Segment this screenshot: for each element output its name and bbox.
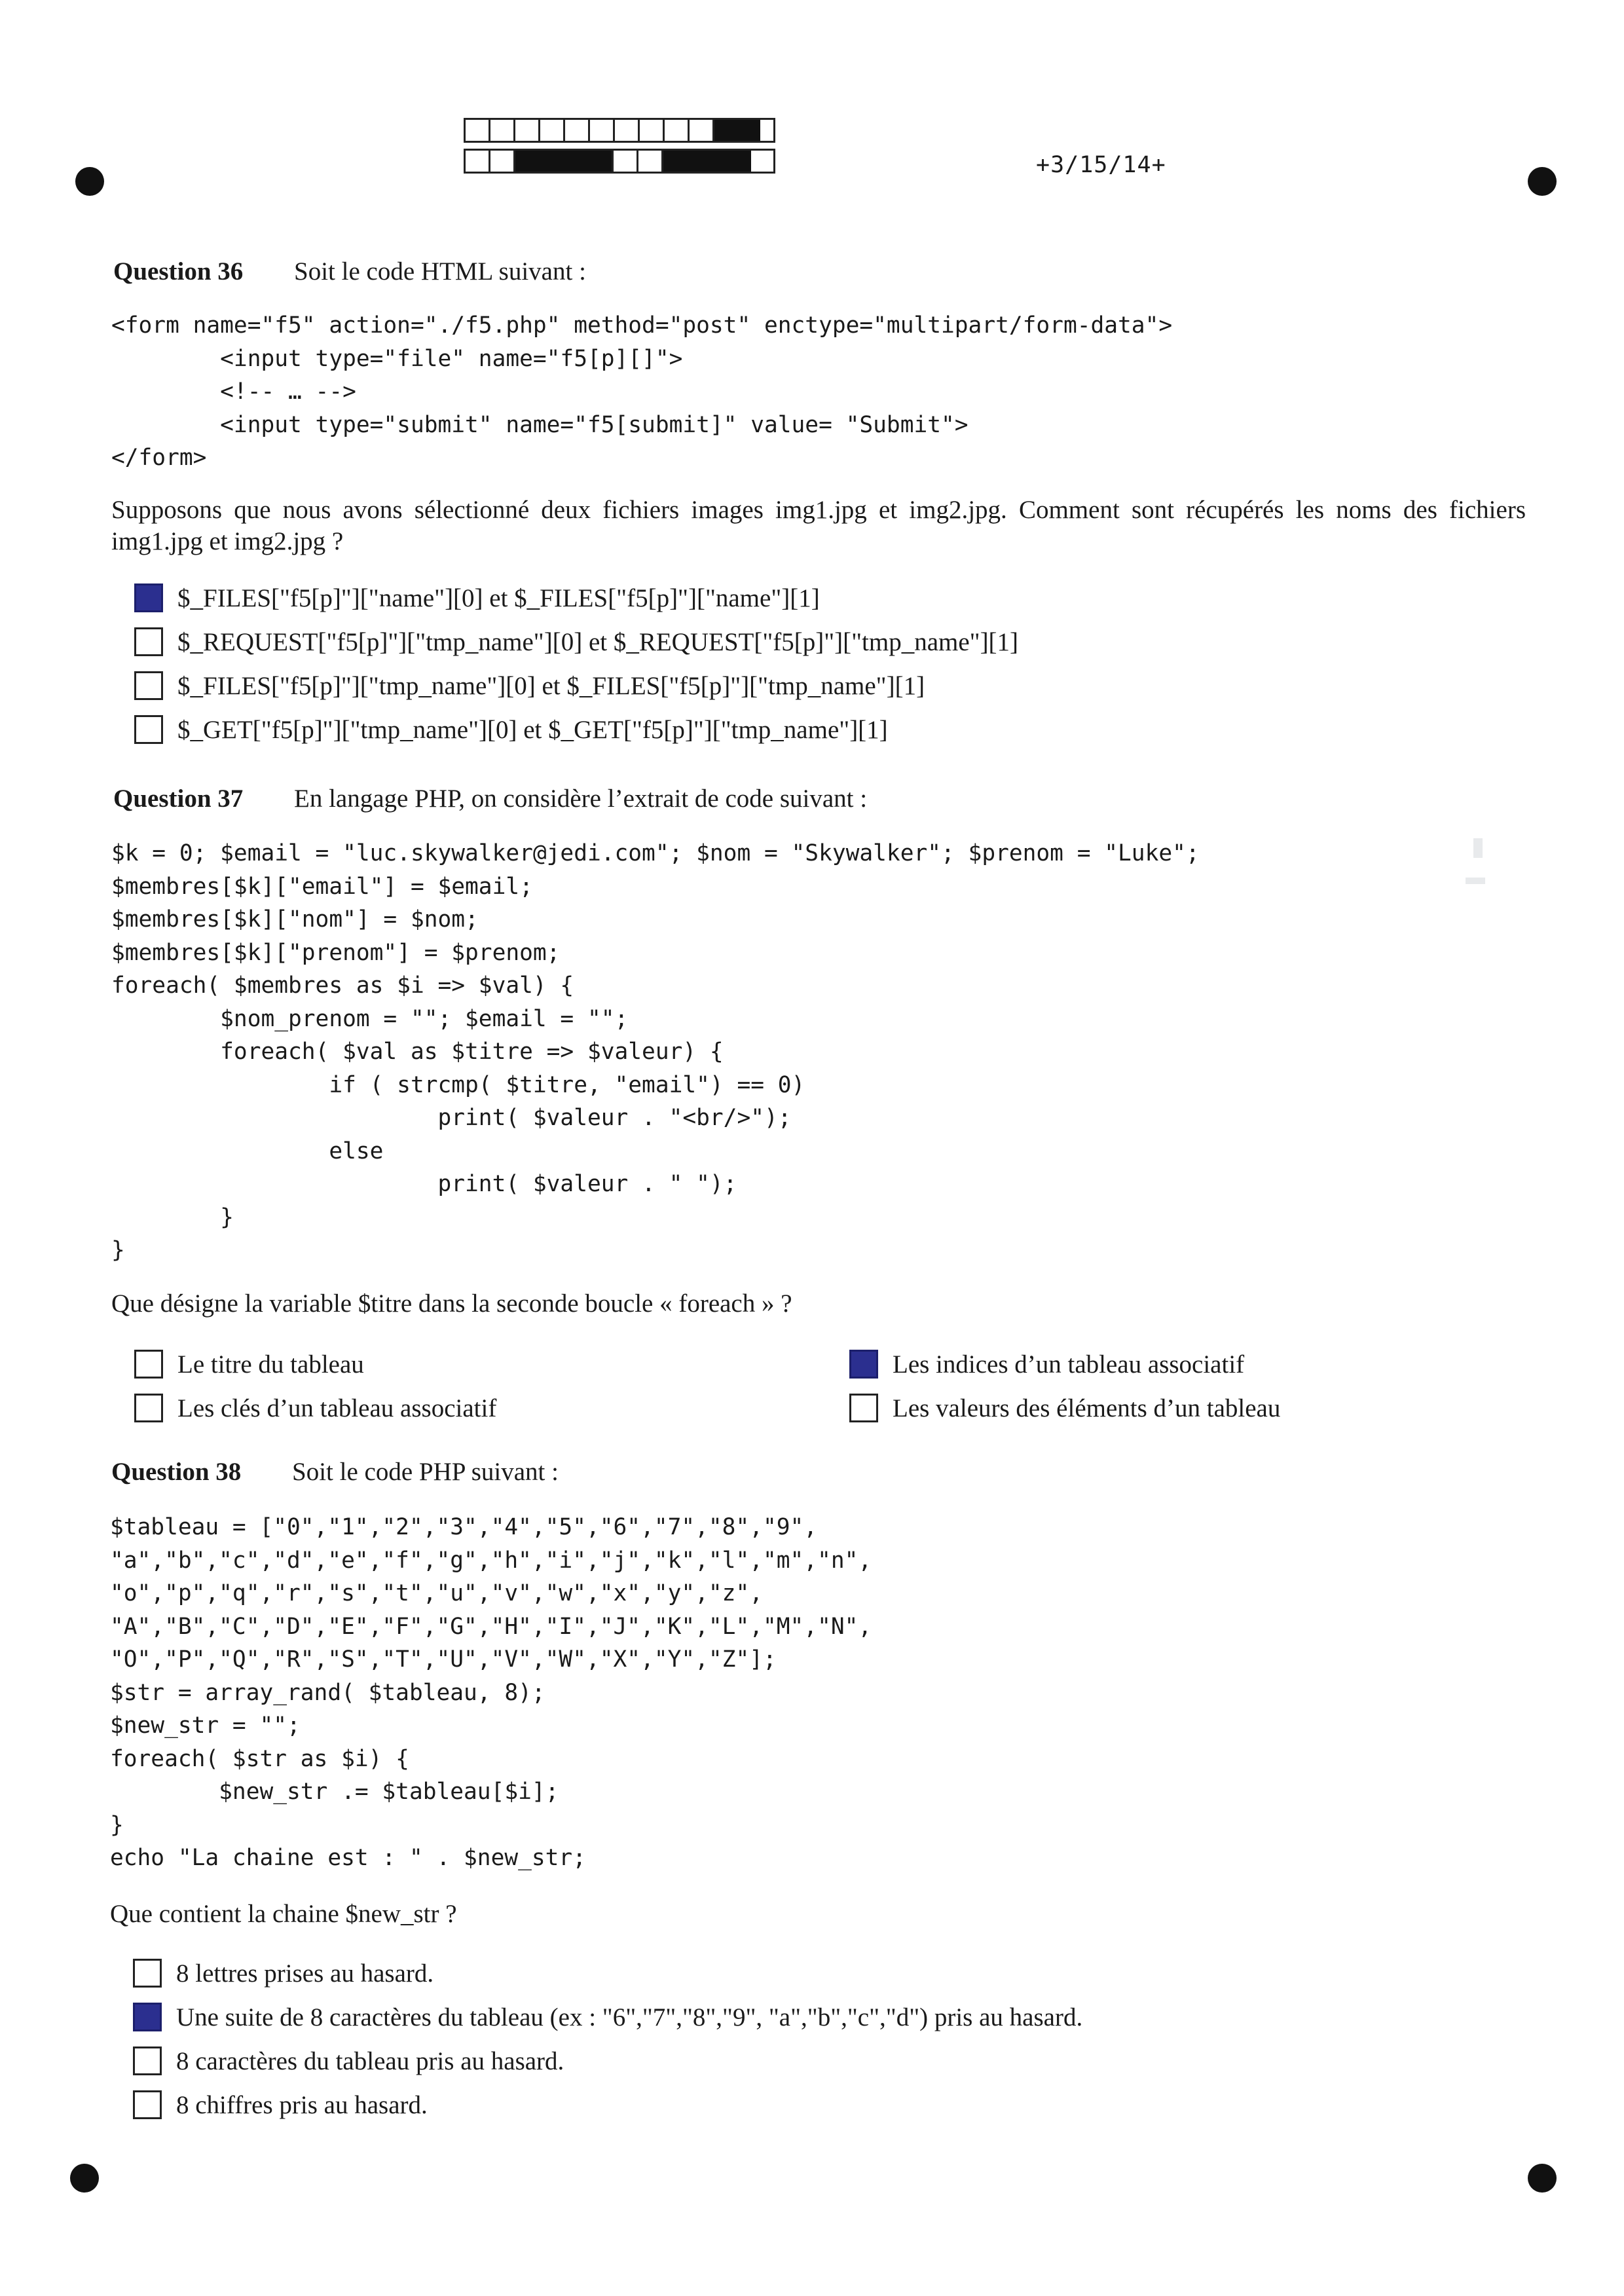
answer-label: $_REQUEST["f5[p]"]["tmp_name"][0] et $_REQUEST["f5[p]"]["tmp_name"][1] — [177, 627, 1019, 656]
question-38-header — [111, 1457, 559, 1487]
barcode-top-row — [464, 118, 775, 143]
answer-option[interactable] — [849, 1392, 1280, 1424]
checkbox-checked[interactable] — [133, 2003, 162, 2031]
checkbox[interactable] — [134, 627, 163, 656]
checkbox-checked[interactable] — [849, 1350, 878, 1379]
registration-mark-top-right — [1528, 167, 1557, 196]
page-number: +3/15/14+ — [1036, 152, 1166, 178]
code-line: $new_str .= $tableau[$i]; — [110, 1779, 559, 1805]
checkbox[interactable] — [133, 1959, 162, 1988]
question-number: Question 38 — [111, 1458, 242, 1486]
registration-mark-top-left — [75, 167, 104, 196]
answer-label: 8 chiffres pris au hasard. — [176, 2090, 428, 2119]
answer-option[interactable] — [133, 2001, 1082, 2033]
answer-label: $_GET["f5[p]"]["tmp_name"][0] et $_GET["f5[p]"]["tmp_name"][1] — [177, 715, 888, 744]
code-line: <!-- … --> — [111, 379, 356, 405]
code-line: $str = array_rand( $tableau, 8); — [110, 1679, 545, 1706]
code-line: "o","p","q","r","s","t","u","v","w","x","y","z", — [110, 1580, 763, 1606]
code-line: foreach( $val as $titre => $valeur) { — [111, 1039, 724, 1065]
answer-option[interactable] — [133, 1957, 434, 1990]
registration-mark-bottom-right — [1528, 2164, 1557, 2193]
question-38-text: Que contient la chaine $new_str ? — [110, 1900, 457, 1928]
answer-label: Les clés d’un tableau associatif — [177, 1394, 497, 1422]
answer-option[interactable] — [133, 2045, 564, 2077]
code-line: else — [111, 1138, 384, 1164]
code-line: <input type="submit" name="f5[submit]" value= "Submit"> — [111, 411, 969, 438]
code-line: } — [110, 1811, 124, 1838]
answer-label: 8 lettres prises au hasard. — [176, 1959, 434, 1988]
answer-option[interactable] — [134, 1348, 364, 1380]
answer-option[interactable] — [134, 582, 820, 614]
question-37-text: Que désigne la variable $titre dans la seconde boucle « foreach » ? — [111, 1289, 792, 1318]
question-prompt: En langage PHP, on considère l’extrait de code suivant : — [294, 785, 868, 813]
code-line: foreach( $membres as $i => $val) { — [111, 972, 574, 999]
code-line: <form name="f5" action="./f5.php" method="post" enctype="multipart/form-data"> — [111, 312, 1173, 339]
checkbox-checked[interactable] — [134, 583, 163, 612]
code-line: if ( strcmp( $titre, "email") == 0) — [111, 1071, 805, 1098]
code-line: print( $valeur . "<br/>"); — [111, 1105, 792, 1131]
answer-label: $_FILES["f5[p]"]["tmp_name"][0] et $_FILES["f5[p]"]["tmp_name"][1] — [177, 671, 925, 700]
checkbox[interactable] — [133, 2090, 162, 2119]
question-number: Question 37 — [113, 785, 244, 813]
code-block-html — [111, 309, 1172, 475]
code-line: $nom_prenom = ""; $email = ""; — [111, 1005, 629, 1032]
code-line: "A","B","C","D","E","F","G","H","I","J","K","L","M","N", — [110, 1613, 872, 1640]
scan-mark — [1473, 838, 1483, 858]
question-36-text: Supposons que nous avons sélectionné deux fichiers images img1.jpg et img2.jpg. Comment sont récupérés les noms des fichiers img1.jpg et img2.jpg ? — [111, 496, 1526, 555]
code-line: } — [111, 1204, 234, 1231]
code-line: foreach( $str as $i) { — [110, 1745, 409, 1772]
answer-option[interactable] — [134, 1392, 496, 1424]
code-line: $new_str = ""; — [110, 1713, 301, 1739]
answer-option[interactable] — [134, 713, 888, 746]
checkbox[interactable] — [133, 2046, 162, 2075]
answer-label: 8 caractères du tableau pris au hasard. — [176, 2046, 564, 2075]
code-line: } — [111, 1237, 125, 1263]
checkbox[interactable] — [134, 1394, 163, 1422]
scan-mark — [1466, 878, 1485, 884]
answer-label: Le titre du tableau — [177, 1350, 364, 1379]
answer-option[interactable] — [134, 669, 925, 702]
question-number: Question 36 — [113, 257, 244, 286]
code-block-php — [111, 837, 1200, 1267]
code-line: $membres[$k]["prenom"] = $prenom; — [111, 939, 561, 966]
answer-option[interactable] — [133, 2088, 428, 2121]
code-line: print( $valeur . " "); — [111, 1171, 737, 1197]
code-line: <input type="file" name="f5[p][]"> — [111, 345, 683, 372]
code-line: $tableau = ["0","1","2","3","4","5","6","7","8","9", — [110, 1514, 818, 1540]
code-block-php — [110, 1511, 872, 1875]
answer-option[interactable] — [849, 1348, 1244, 1380]
answer-option[interactable] — [134, 625, 1018, 658]
question-36-header — [113, 257, 586, 287]
code-line: </form> — [111, 445, 207, 471]
code-line: "O","P","Q","R","S","T","U","V","W","X","Y","Z"]; — [110, 1646, 777, 1673]
code-line: "a","b","c","d","e","f","g","h","i","j","k","l","m","n", — [110, 1547, 872, 1574]
answer-label: Les valeurs des éléments d’un tableau — [893, 1394, 1281, 1422]
code-line: $membres[$k]["nom"] = $nom; — [111, 906, 479, 933]
code-line: $membres[$k]["email"] = $email; — [111, 873, 533, 900]
code-line: echo "La chaine est : " . $new_str; — [110, 1845, 586, 1871]
code-line: $k = 0; $email = "luc.skywalker@jedi.com"; $nom = "Skywalker"; $prenom = "Luke"; — [111, 840, 1200, 866]
answer-label: $_FILES["f5[p]"]["name"][0] et $_FILES["f5[p]"]["name"][1] — [177, 583, 820, 612]
question-prompt: Soit le code HTML suivant : — [294, 257, 586, 286]
question-37-header — [113, 784, 867, 814]
answer-label: Les indices d’un tableau associatif — [893, 1350, 1245, 1379]
checkbox[interactable] — [134, 1350, 163, 1379]
checkbox[interactable] — [134, 671, 163, 700]
registration-mark-bottom-left — [70, 2164, 99, 2193]
question-prompt: Soit le code PHP suivant : — [292, 1458, 559, 1486]
checkbox[interactable] — [134, 715, 163, 744]
checkbox[interactable] — [849, 1394, 878, 1422]
barcode-bottom-row — [464, 149, 775, 174]
answer-label: Une suite de 8 caractères du tableau (ex : "6","7","8","9", "a","b","c","d") pris au hasard. — [176, 2003, 1083, 2031]
